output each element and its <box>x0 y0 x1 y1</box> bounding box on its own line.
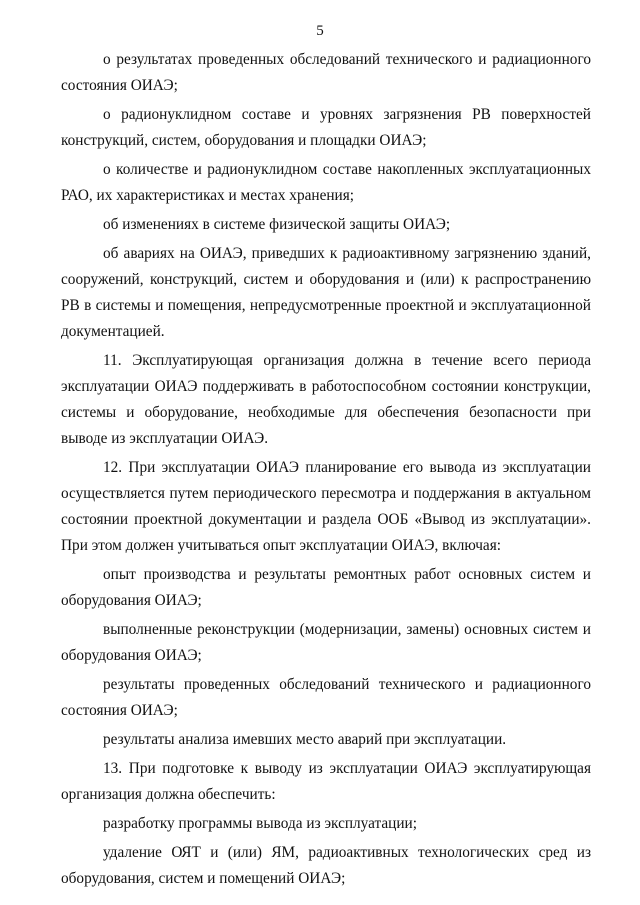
paragraph: опыт производства и результаты ремонтных работ основных систем и оборудования ОИАЭ; <box>61 566 591 609</box>
paragraph: о радионуклидном составе и уровнях загрязнения РВ поверхностей конструкций, систем, оборудования и площадки ОИАЭ; <box>61 106 591 149</box>
page-number: 5 <box>316 23 324 39</box>
paragraph: о количестве и радионуклидном составе накопленных эксплуатационных РАО, их характеристиках и местах хранения; <box>61 161 591 204</box>
paragraph: 13. При подготовке к выводу из эксплуатации ОИАЭ эксплуатирующая организация должна обеспечить: <box>61 760 591 803</box>
paragraph: об изменениях в системе физической защиты ОИАЭ; <box>103 216 451 233</box>
paragraph: о результатах проведенных обследований технического и радиационного состояния ОИАЭ; <box>61 51 591 94</box>
document-body <box>61 47 591 895</box>
paragraph: 12. При эксплуатации ОИАЭ планирование его вывода из эксплуатации осуществляется путем периодического пересмотра и поддержания в актуальном состоянии проектной документации и раздела ООБ «Вывод из эксплуатации». При этом должен учитываться опыт эксплуатации ОИАЭ, включая: <box>61 459 591 554</box>
paragraph: выполненные реконструкции (модернизации, замены) основных систем и оборудования ОИАЭ; <box>61 621 591 664</box>
paragraph: удаление ОЯТ и (или) ЯМ, радиоактивных технологических сред из оборудования, систем и помещений ОИАЭ; <box>61 844 591 887</box>
paragraph: разработку программы вывода из эксплуатации; <box>103 815 417 832</box>
paragraph: 11. Эксплуатирующая организация должна в течение всего периода эксплуатации ОИАЭ поддерживать в работоспособном состоянии конструкции, системы и оборудование, необходимые для обеспечения безопасности при выводе из эксплуатации ОИАЭ. <box>61 352 591 447</box>
paragraph: об авариях на ОИАЭ, приведших к радиоактивному загрязнению зданий, сооружений, конструкций, систем и оборудования и (или) к распространению РВ в системы и помещения, непредусмотренные проектной и эксплуатационной документацией. <box>61 245 591 340</box>
paragraph: результаты проведенных обследований технического и радиационного состояния ОИАЭ; <box>61 676 591 719</box>
paragraph: результаты анализа имевших место аварий при эксплуатации. <box>103 731 507 748</box>
